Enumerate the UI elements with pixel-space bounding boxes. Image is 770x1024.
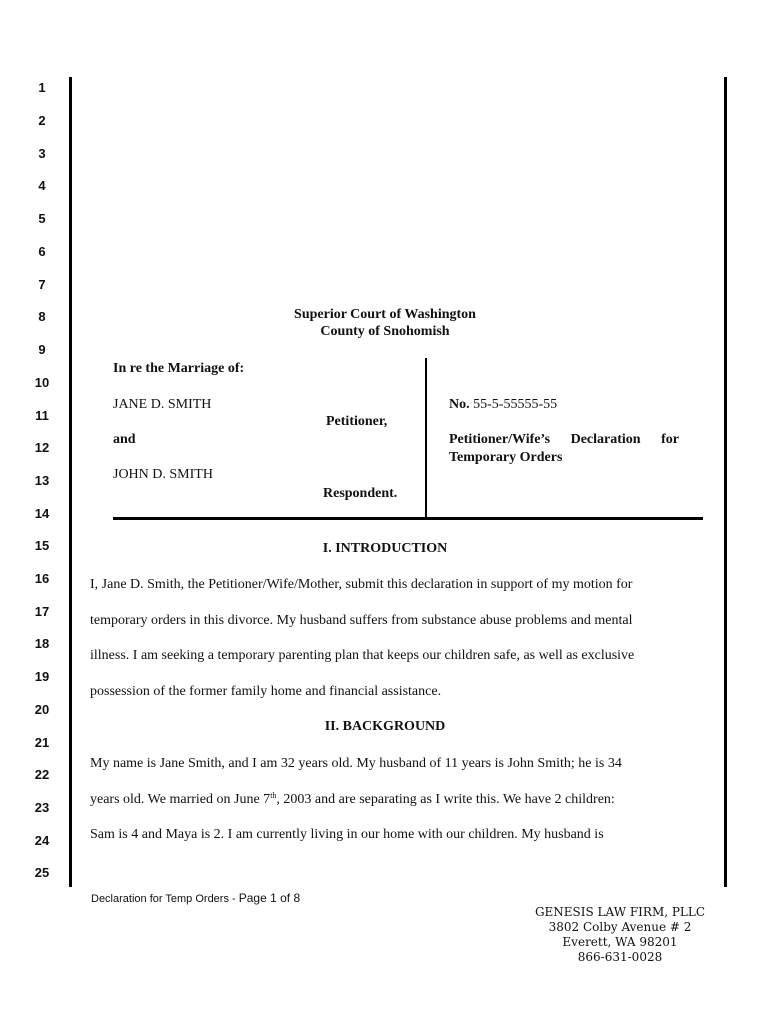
and-label: and <box>113 432 136 447</box>
page-number: Page 1 of 8 <box>238 891 301 905</box>
background-paragraph-line: Sam is 4 and Maya is 2. I am currently living in our home with our children. My husband is <box>90 827 604 842</box>
line-number: 25 <box>34 865 50 880</box>
case-number-label: No. <box>449 397 470 412</box>
case-number <box>449 396 557 413</box>
respondent-name: JOHN D. SMITH <box>113 467 213 482</box>
line-number: 22 <box>34 767 50 782</box>
line-number: 16 <box>34 571 50 586</box>
background-heading: II. BACKGROUND <box>324 719 446 734</box>
page-footer <box>91 891 300 905</box>
line-number: 7 <box>38 277 46 292</box>
court-county: County of Snohomish <box>320 324 450 339</box>
line-number: 11 <box>35 408 49 423</box>
intro-paragraph-line: I, Jane D. Smith, the Petitioner/Wife/Mother, submit this declaration in support of my motion for <box>90 577 633 592</box>
background-paragraph-line <box>90 791 615 808</box>
line-number: 23 <box>34 800 50 815</box>
line-number: 3 <box>38 146 46 161</box>
right-margin-rule <box>724 77 727 887</box>
line-number: 1 <box>38 80 46 95</box>
background-text: , 2003 and are separating as I write this. We have 2 children: <box>276 792 615 807</box>
law-firm-block <box>520 905 720 965</box>
line-number: 8 <box>38 309 46 324</box>
in-re-marriage: In re the Marriage of: <box>113 361 245 376</box>
petitioner-label: Petitioner, <box>326 414 388 429</box>
firm-address-line1: 3802 Colby Avenue # 2 <box>548 920 692 934</box>
line-number: 10 <box>34 375 50 390</box>
line-number: 19 <box>34 669 50 684</box>
firm-phone: 866-631-0028 <box>577 950 663 964</box>
introduction-heading: I. INTRODUCTION <box>322 541 448 556</box>
ordinal-suffix: th <box>270 791 277 800</box>
line-number: 5 <box>38 211 46 226</box>
line-number: 6 <box>38 244 46 259</box>
line-number: 17 <box>34 604 50 619</box>
intro-paragraph-line: temporary orders in this divorce. My husband suffers from substance abuse problems and mental <box>90 613 633 628</box>
background-paragraph-line: My name is Jane Smith, and I am 32 years old. My husband of 11 years is John Smith; he is 34 <box>90 756 622 771</box>
respondent-label: Respondent. <box>323 486 398 501</box>
line-number: 14 <box>34 506 50 521</box>
line-number: 18 <box>34 636 50 651</box>
court-name: Superior Court of Washington <box>294 307 476 322</box>
line-number: 21 <box>34 735 50 750</box>
left-margin-rule <box>69 77 72 887</box>
line-number: 2 <box>38 113 46 128</box>
firm-name: GENESIS LAW FIRM, PLLC <box>534 905 706 919</box>
footer-document-name: Declaration for Temp Orders - <box>91 893 239 905</box>
line-number: 20 <box>34 702 50 717</box>
line-number: 24 <box>34 833 50 848</box>
case-number-value: 55-5-55555-55 <box>473 397 558 412</box>
intro-paragraph-line: possession of the former family home and financial assistance. <box>90 684 442 699</box>
caption-divider <box>425 358 427 519</box>
document-title-line2: Temporary Orders <box>449 450 563 465</box>
background-text: years old. We married on June 7 <box>90 792 271 807</box>
document-title-line1: Petitioner/Wife’s Declaration for <box>449 432 679 447</box>
caption-bottom-rule <box>113 517 703 520</box>
intro-paragraph-line: illness. I am seeking a temporary parenting plan that keeps our children safe, as well as exclusive <box>90 648 635 663</box>
petitioner-name: JANE D. SMITH <box>113 397 212 412</box>
line-number: 9 <box>38 342 46 357</box>
line-number: 13 <box>34 473 50 488</box>
line-number: 4 <box>38 178 46 193</box>
firm-address-line2: Everett, WA 98201 <box>562 935 678 949</box>
line-number: 15 <box>34 538 50 553</box>
line-number: 12 <box>34 440 50 455</box>
